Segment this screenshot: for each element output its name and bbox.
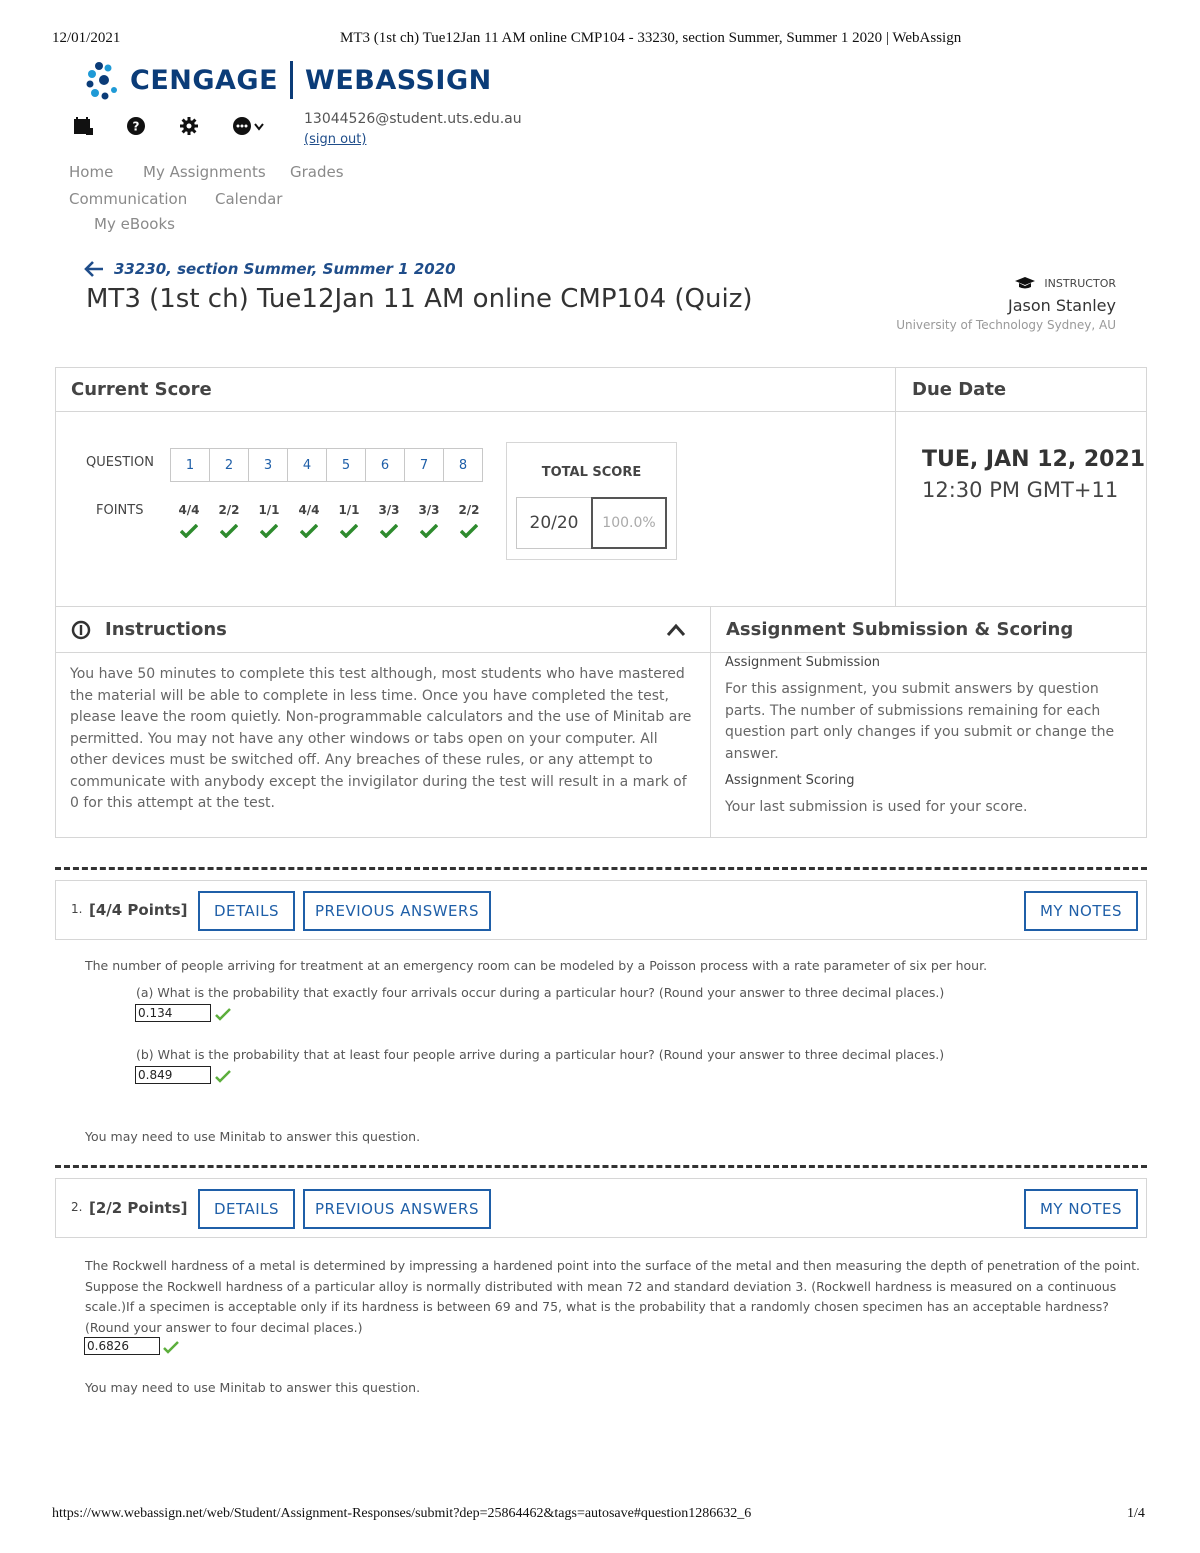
check-icon — [209, 524, 249, 538]
submission-text: For this assignment, you submit answers by question parts. The number of submissions remaining for each question part only changes if you submit or change the answer. — [725, 681, 1115, 762]
answer-field-1a[interactable]: 0.134 — [135, 1004, 211, 1022]
total-score-label: TOTAL SCORE — [541, 465, 642, 480]
check-icon — [249, 524, 289, 538]
question-2-text: The Rockwell hardness of a metal is determined by impressing a hardened point into the surface of the metal and then measuring the depth of penetration of the point. Suppose the Rockwell hardness of a particular alloy is normally distributed with mean 72 and standard deviation 3. (Rockwell hardness is measured on a continuous scale.)If a specimen is acceptable only if its hardness is between 69 and 75, what is the probability that a randomly chosen specimen has an acceptable hardness? (Round your answer to four decimal places.) — [85, 1258, 1141, 1335]
logo-webassign-text: WEBASSIGN — [305, 64, 492, 96]
question-link-2[interactable]: 2 — [209, 448, 249, 482]
check-icon — [215, 1069, 231, 1083]
instructor-label: INSTRUCTOR — [1044, 276, 1116, 290]
previous-answers-button[interactable]: PREVIOUS ANSWERS — [303, 891, 491, 931]
question-row-label: QUESTION — [86, 455, 154, 470]
points-row-label: FOINTS — [96, 503, 144, 518]
page-title: MT3 (1st ch) Tue12Jan 11 AM online CMP104 (Quiz) — [86, 284, 753, 314]
total-score-percent: 100.0% — [591, 497, 667, 549]
logo-divider — [290, 61, 293, 99]
cengage-mark-icon — [86, 60, 124, 100]
question-points-2: 2/2 — [218, 503, 240, 517]
print-url: https://www.webassign.net/web/Student/Assignment-Responses/submit?dep=25864462&tags=autosave#question1286632_6 — [52, 1506, 752, 1521]
question-link-1[interactable]: 1 — [170, 448, 210, 482]
question-points-5: 1/1 — [338, 503, 360, 517]
course-link-text: 33230, section Summer, Summer 1 2020 — [114, 260, 456, 278]
question-divider — [55, 1165, 1147, 1168]
check-icon — [289, 524, 329, 538]
question-1-points: [4/4 Points] — [89, 901, 188, 919]
question-2-points: [2/2 Points] — [89, 1199, 188, 1217]
graduation-cap-icon — [1014, 276, 1036, 290]
question-2-number: 2. — [71, 1200, 83, 1214]
check-icon — [329, 524, 369, 538]
submission-panel — [710, 652, 1147, 838]
total-score-value: 20/20 — [516, 497, 592, 549]
check-icon — [215, 1007, 231, 1021]
instructor-name: Jason Stanley — [1007, 296, 1116, 315]
check-row — [169, 524, 489, 538]
settings-icon[interactable] — [178, 115, 200, 137]
question-1-header — [55, 880, 1147, 940]
question-points-6: 3/3 — [378, 503, 400, 517]
previous-answers-button[interactable]: PREVIOUS ANSWERS — [303, 1189, 491, 1229]
chat-icon[interactable] — [231, 115, 265, 137]
svg-text:?: ? — [132, 119, 140, 134]
answer-field-2[interactable]: 0.6826 — [84, 1337, 160, 1355]
due-date-header — [895, 367, 1147, 412]
print-title: MT3 (1st ch) Tue12Jan 11 AM online CMP104 - 33230, section Summer, Summer 1 2020 | WebAssign — [340, 30, 962, 46]
details-button[interactable]: DETAILS — [198, 891, 295, 931]
print-page-number: 1/4 — [1127, 1506, 1145, 1521]
scoring-text: Your last submission is used for your score. — [725, 799, 1028, 815]
question-1-number: 1. — [71, 902, 83, 916]
instructions-panel — [55, 652, 711, 838]
question-link-7[interactable]: 7 — [404, 448, 444, 482]
nav-my-ebooks[interactable]: My eBooks — [94, 215, 175, 233]
print-date: 12/01/2021 — [52, 30, 121, 46]
nav-grades[interactable]: Grades — [290, 163, 344, 181]
instructor-org: University of Technology Sydney, AU — [896, 318, 1116, 332]
nav-communication[interactable]: Communication — [69, 190, 188, 208]
question-link-3[interactable]: 3 — [248, 448, 288, 482]
course-back-link[interactable] — [84, 260, 456, 278]
question-link-6[interactable]: 6 — [365, 448, 405, 482]
my-notes-button[interactable]: MY NOTES — [1024, 891, 1138, 931]
instructions-header[interactable] — [55, 606, 711, 653]
question-points-3: 1/1 — [258, 503, 280, 517]
submission-subtitle: Assignment Submission — [725, 655, 881, 670]
nav-home[interactable]: Home — [69, 163, 114, 181]
scoring-subtitle: Assignment Scoring — [725, 773, 855, 788]
user-email: 13044526@student.uts.edu.au — [304, 111, 522, 127]
due-date-panel — [895, 411, 1147, 607]
logo-cengage-text: CENGAGE — [130, 64, 279, 96]
question-nav — [170, 448, 483, 482]
check-icon — [369, 524, 409, 538]
due-date: TUE, JAN 12, 2021 — [922, 447, 1146, 472]
question-link-5[interactable]: 5 — [326, 448, 366, 482]
signout-link[interactable]: (sign out) — [304, 132, 367, 147]
question-2-note: You may need to use Minitab to answer this question. — [85, 1380, 421, 1395]
submission-header — [710, 606, 1147, 653]
arrow-left-icon — [84, 261, 104, 277]
question-points-8: 2/2 — [458, 503, 480, 517]
details-button[interactable]: DETAILS — [198, 1189, 295, 1229]
current-score-title: Current Score — [71, 379, 212, 400]
total-score-box — [506, 442, 677, 560]
my-notes-button[interactable]: MY NOTES — [1024, 1189, 1138, 1229]
question-1-part-a: (a) What is the probability that exactly four arrivals occur during a particular hour? (Round your answer to three decimal places.) — [136, 985, 945, 1000]
nav-my-assignments[interactable]: My Assignments — [143, 163, 266, 181]
calendar-icon[interactable] — [72, 115, 94, 137]
due-date-title: Due Date — [912, 379, 1007, 400]
instructor-block — [891, 276, 1116, 332]
check-icon — [449, 524, 489, 538]
current-score-header — [55, 367, 896, 412]
instructions-text: You have 50 minutes to complete this test although, most students who have mastered the material will be able to complete in less time. Once you have completed the test, please leave the room quietly. Non-programmable calculators and the use of Minitab are permitted. You may not have any other windows or tabs open on your computer. All other devices must be switched off. Any breaches of these rules, or any attempt to communicate with anybody except the invigilator during the test will result in a mark of 0 for this attempt at the test. — [70, 666, 692, 811]
cengage-webassign-logo[interactable] — [86, 60, 492, 100]
nav-calendar[interactable]: Calendar — [215, 190, 283, 208]
question-points-1: 4/4 — [178, 503, 200, 517]
instructions-title: Instructions — [105, 619, 227, 640]
check-icon — [169, 524, 209, 538]
question-points-4: 4/4 — [298, 503, 320, 517]
question-1-note: You may need to use Minitab to answer this question. — [85, 1129, 421, 1144]
question-link-8[interactable]: 8 — [443, 448, 483, 482]
question-divider — [55, 867, 1147, 870]
question-1-text: The number of people arriving for treatment at an emergency room can be modeled by a Poisson process with a rate parameter of six per hour. — [85, 958, 988, 973]
check-icon — [163, 1340, 179, 1354]
question-points-7: 3/3 — [418, 503, 440, 517]
question-link-4[interactable]: 4 — [287, 448, 327, 482]
submission-title: Assignment Submission & Scoring — [726, 619, 1074, 640]
help-icon[interactable] — [125, 115, 147, 137]
points-row — [169, 503, 489, 517]
question-2-header — [55, 1178, 1147, 1238]
due-time: 12:30 PM GMT+11 — [922, 478, 1119, 502]
question-1-part-b: (b) What is the probability that at least four people arrive during a particular hour? (Round your answer to three decimal places.) — [136, 1047, 945, 1062]
info-circle-icon — [71, 620, 91, 640]
chevron-up-icon[interactable] — [666, 623, 686, 637]
check-icon — [409, 524, 449, 538]
answer-field-1b[interactable]: 0.849 — [135, 1066, 211, 1084]
